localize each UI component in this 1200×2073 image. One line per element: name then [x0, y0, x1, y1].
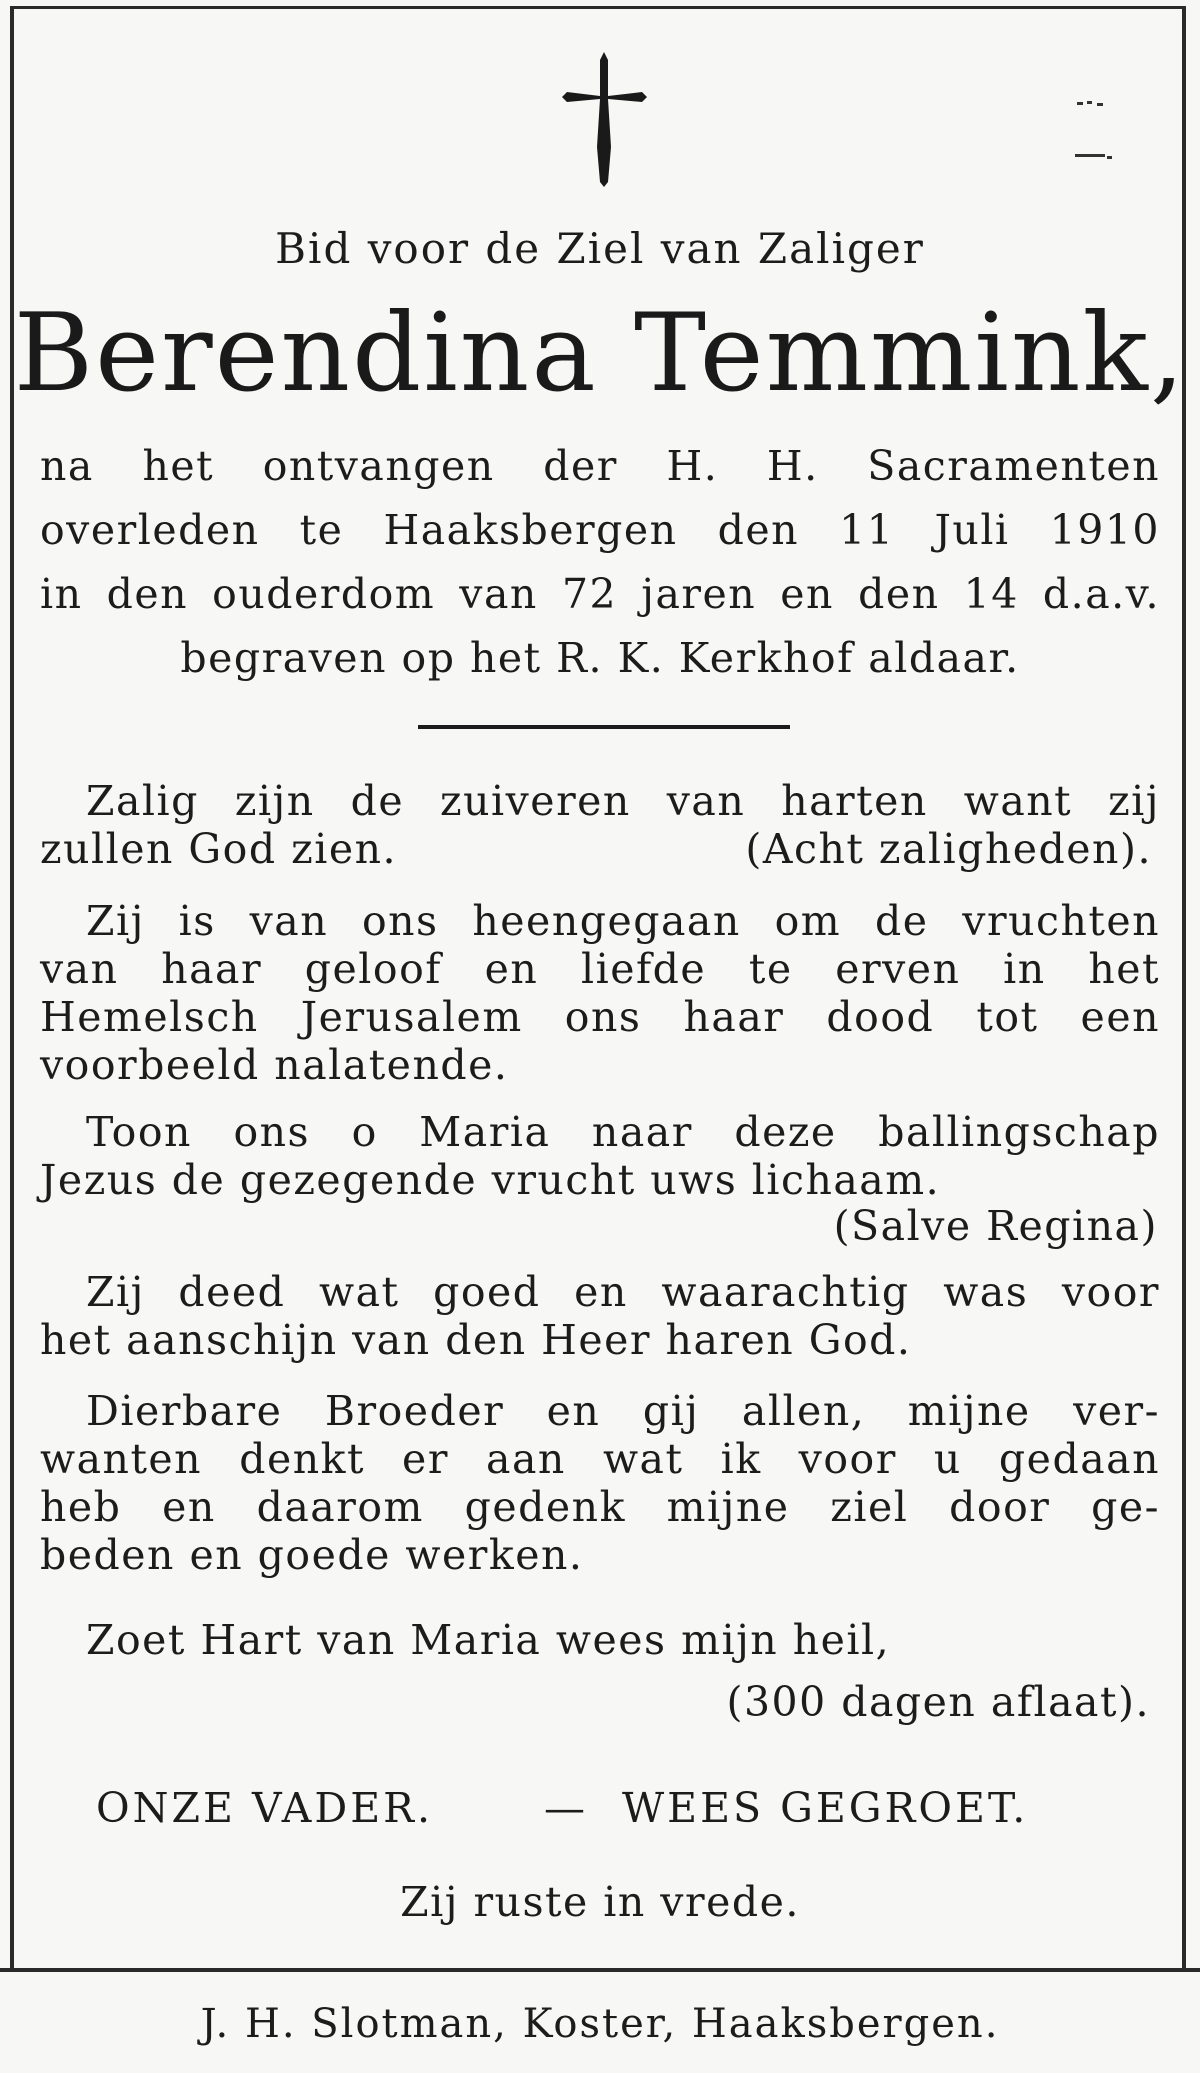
passage-3-line-2: Jezus de gezegende vrucht uws lichaam. [40, 1156, 941, 1204]
deceased-name: Berendina Temmink, [13, 291, 1187, 416]
intro-line-1: na het ontvangen der H. H. Sacramenten [40, 442, 1160, 490]
passage-4-line-1: Zij deed wat goed en waarachtig was voor [86, 1268, 1160, 1316]
passage-1-source: (Acht zaligheden). [745, 825, 1152, 873]
passage-1-line-1: Zalig zijn de zuiveren van harten want zij [86, 777, 1160, 825]
footer-divider [0, 1968, 1200, 1972]
passage-6-source: (300 dagen aflaat). [726, 1678, 1150, 1726]
passage-2-line-3: Hemelsch Jerusalem ons haar dood tot een [40, 993, 1160, 1041]
passage-5-line-1: Dierbare Broeder en gij allen, mijne ver- [86, 1387, 1160, 1435]
divider [418, 725, 790, 729]
passage-5-line-3: heb en daarom gedenk mijne ziel door ge- [40, 1483, 1160, 1531]
passage-3-source: (Salve Regina) [833, 1202, 1158, 1250]
cross-icon [562, 52, 647, 187]
passage-6-line-1: Zoet Hart van Maria wees mijn heil, [86, 1616, 891, 1664]
prayer-dash: — [544, 1784, 587, 1832]
passage-2-line-4: voorbeeld nalatende. [40, 1041, 509, 1089]
passage-3-line-1: Toon ons o Maria naar deze ballingschap [86, 1108, 1160, 1156]
intro-line-4: begraven op het R. K. Kerkhof aldaar. [180, 634, 1020, 682]
ink-speck-icon [1075, 100, 1115, 170]
printer-line: J. H. Slotman, Koster, Haaksbergen. [200, 2001, 1000, 2047]
heading: Bid voor de Ziel van Zaliger [275, 224, 925, 273]
prayer-wees-gegroet: WEES GEGROET. [622, 1784, 1029, 1832]
passage-2-line-1: Zij is van ons heengegaan om de vruchten [86, 897, 1160, 945]
passage-5-line-4: beden en goede werken. [40, 1531, 584, 1579]
prayer-onze-vader: ONZE VADER. [96, 1784, 434, 1832]
passage-4-line-2: het aanschijn van den Heer haren God. [40, 1316, 912, 1364]
passage-1-line-2: zullen God zien. [40, 825, 398, 873]
intro-line-2: overleden te Haaksbergen den 11 Juli 1910 [40, 506, 1160, 554]
closing-line: Zij ruste in vrede. [400, 1878, 800, 1926]
intro-line-3: in den ouderdom van 72 jaren en den 14 d.a.v. [40, 570, 1160, 618]
passage-2-line-2: van haar geloof en liefde te erven in het [40, 945, 1160, 993]
passage-5-line-2: wanten denkt er aan wat ik voor u gedaan [40, 1435, 1160, 1483]
